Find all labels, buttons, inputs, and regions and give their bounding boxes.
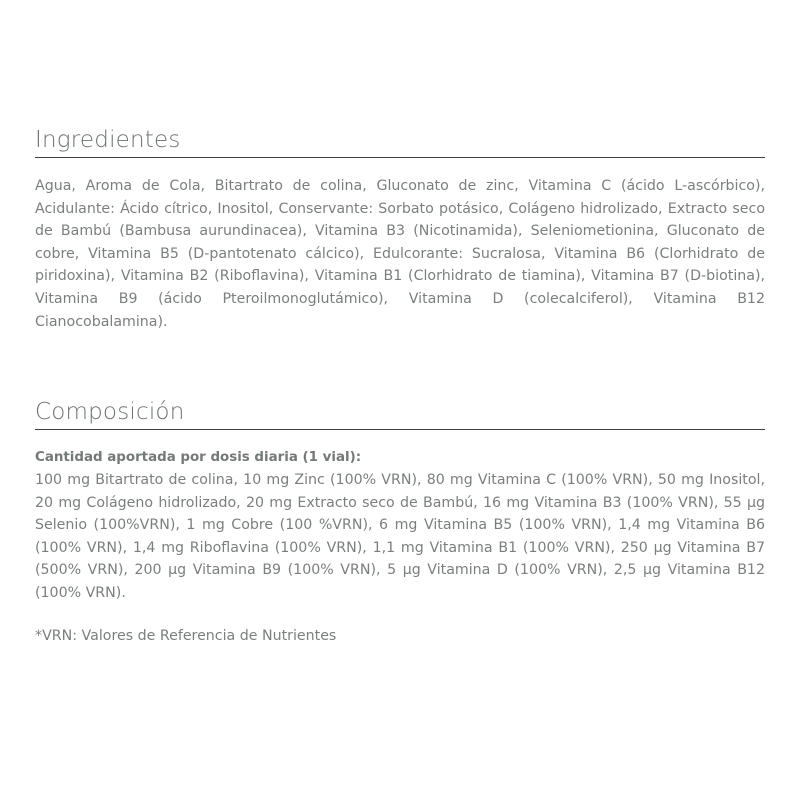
vrn-footnote: *VRN: Valores de Referencia de Nutrientes [35,627,337,644]
composition-divider [35,429,765,430]
composition-lead: Cantidad aportada por dosis diaria (1 vial): [35,450,362,465]
ingredients-title: Ingredientes [35,127,181,153]
composition-section [35,397,765,644]
composition-text: 100 mg Bitartrato de colina, 10 mg Zinc (100% VRN), 80 mg Vitamina C (100% VRN), 50 mg Inositol, 20 mg Colágeno hidrolizado, 20 mg Extracto seco de Bambú, 16 mg Vitamina B3 (100% VRN), 55 µg Selenio (100%VRN), 1 mg Cobre (100 %VRN), 6 mg Vitamina B5 (100% VRN), 1,4 mg Vitamina B6 (100% VRN), 1,4 mg Riboflavina (100% VRN), 1,1 mg Vitamina B1 (100% VRN), 250 µg Vitamina B7 (500% VRN), 200 µg Vitamina B9 (100% VRN), 5 µg Vitamina D (100% VRN), 2,5 µg Vitamina B12 (100% VRN). [35,472,765,601]
ingredients-text: Agua, Aroma de Cola, Bitartrato de colina, Gluconato de zinc, Vitamina C (ácido L-ascórbico), Acidulante: Ácido cítrico, Inositol, Conservante: Sorbato potásico, Colágeno hidrolizado, Extracto seco de Bambú (Bambusa aurundinacea), Vitamina B3 (Nicotinamida), Seleniometionina, Gluconato de cobre, Vitamina B5 (D-pantotenato cálcico), Edulcorante: Sucralosa, Vitamina B6 (Clorhidrato de piridoxina), Vitamina B2 (Riboflavina), Vitamina B1 (Clorhidrato de tiamina), Vitamina B7 (D-biotina), Vitamina B9 (ácido Pteroilmonoglutámico), Vitamina D (colecalciferol), Vitamina B12 Cianocobalamina). [35,178,765,330]
composition-title: Composición [35,399,185,425]
ingredients-divider [35,157,765,158]
ingredients-section [35,125,765,333]
